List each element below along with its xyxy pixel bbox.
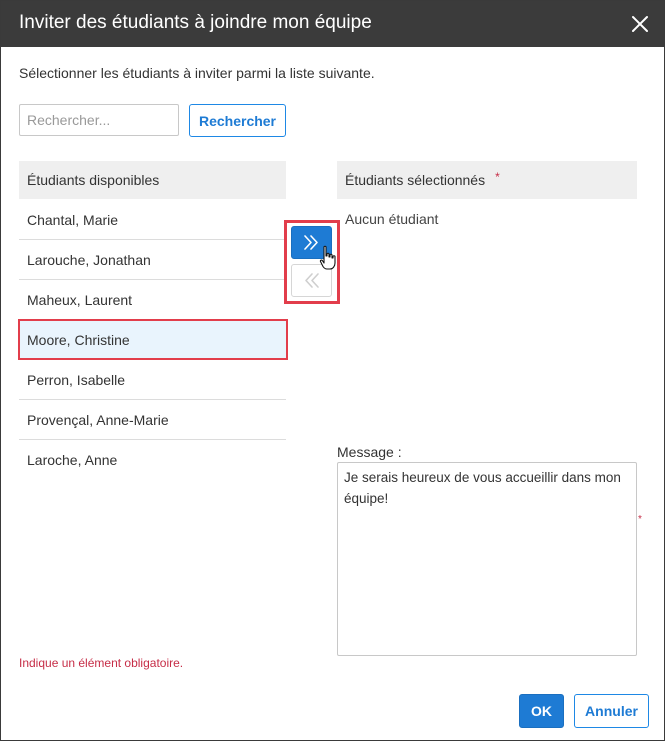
student-list-item[interactable]: Larouche, Jonathan: [19, 240, 286, 280]
required-note: Indique un élément obligatoire.: [19, 656, 184, 670]
double-chevron-left-icon: [292, 284, 331, 299]
close-icon[interactable]: [628, 12, 652, 36]
student-list-item[interactable]: Provençal, Anne-Marie: [19, 400, 286, 440]
available-students-list: [19, 200, 286, 480]
message-label: Message :: [337, 444, 402, 460]
student-list-item[interactable]: Moore, Christine: [19, 320, 286, 360]
required-mark: *: [495, 170, 500, 184]
dialog-title: Inviter des étudiants à joindre mon équipe: [19, 12, 372, 33]
double-chevron-right-icon: [292, 246, 331, 261]
search-button[interactable]: Rechercher: [189, 104, 286, 137]
message-textarea[interactable]: [337, 462, 637, 656]
move-right-button[interactable]: [291, 226, 332, 259]
student-list-item[interactable]: Perron, Isabelle: [19, 360, 286, 400]
selected-students-header-label: Étudiants sélectionnés: [345, 172, 486, 188]
no-student-text: Aucun étudiant: [345, 211, 439, 227]
instructions-text: Sélectionner les étudiants à inviter parmi la liste suivante.: [19, 65, 375, 81]
search-input[interactable]: [19, 104, 179, 136]
selected-students-header: [337, 161, 637, 199]
student-list-item[interactable]: Laroche, Anne: [27, 452, 118, 468]
cancel-button[interactable]: Annuler: [574, 694, 649, 728]
dialog-titlebar: [1, 1, 664, 47]
ok-button[interactable]: OK: [519, 694, 564, 728]
available-students-header-label: Étudiants disponibles: [27, 172, 160, 188]
message-required-mark: *: [638, 514, 642, 525]
available-students-header: [19, 161, 286, 199]
move-left-button[interactable]: [291, 264, 332, 297]
student-list-item[interactable]: Maheux, Laurent: [19, 280, 286, 320]
student-list-item[interactable]: Chantal, Marie: [19, 200, 286, 240]
